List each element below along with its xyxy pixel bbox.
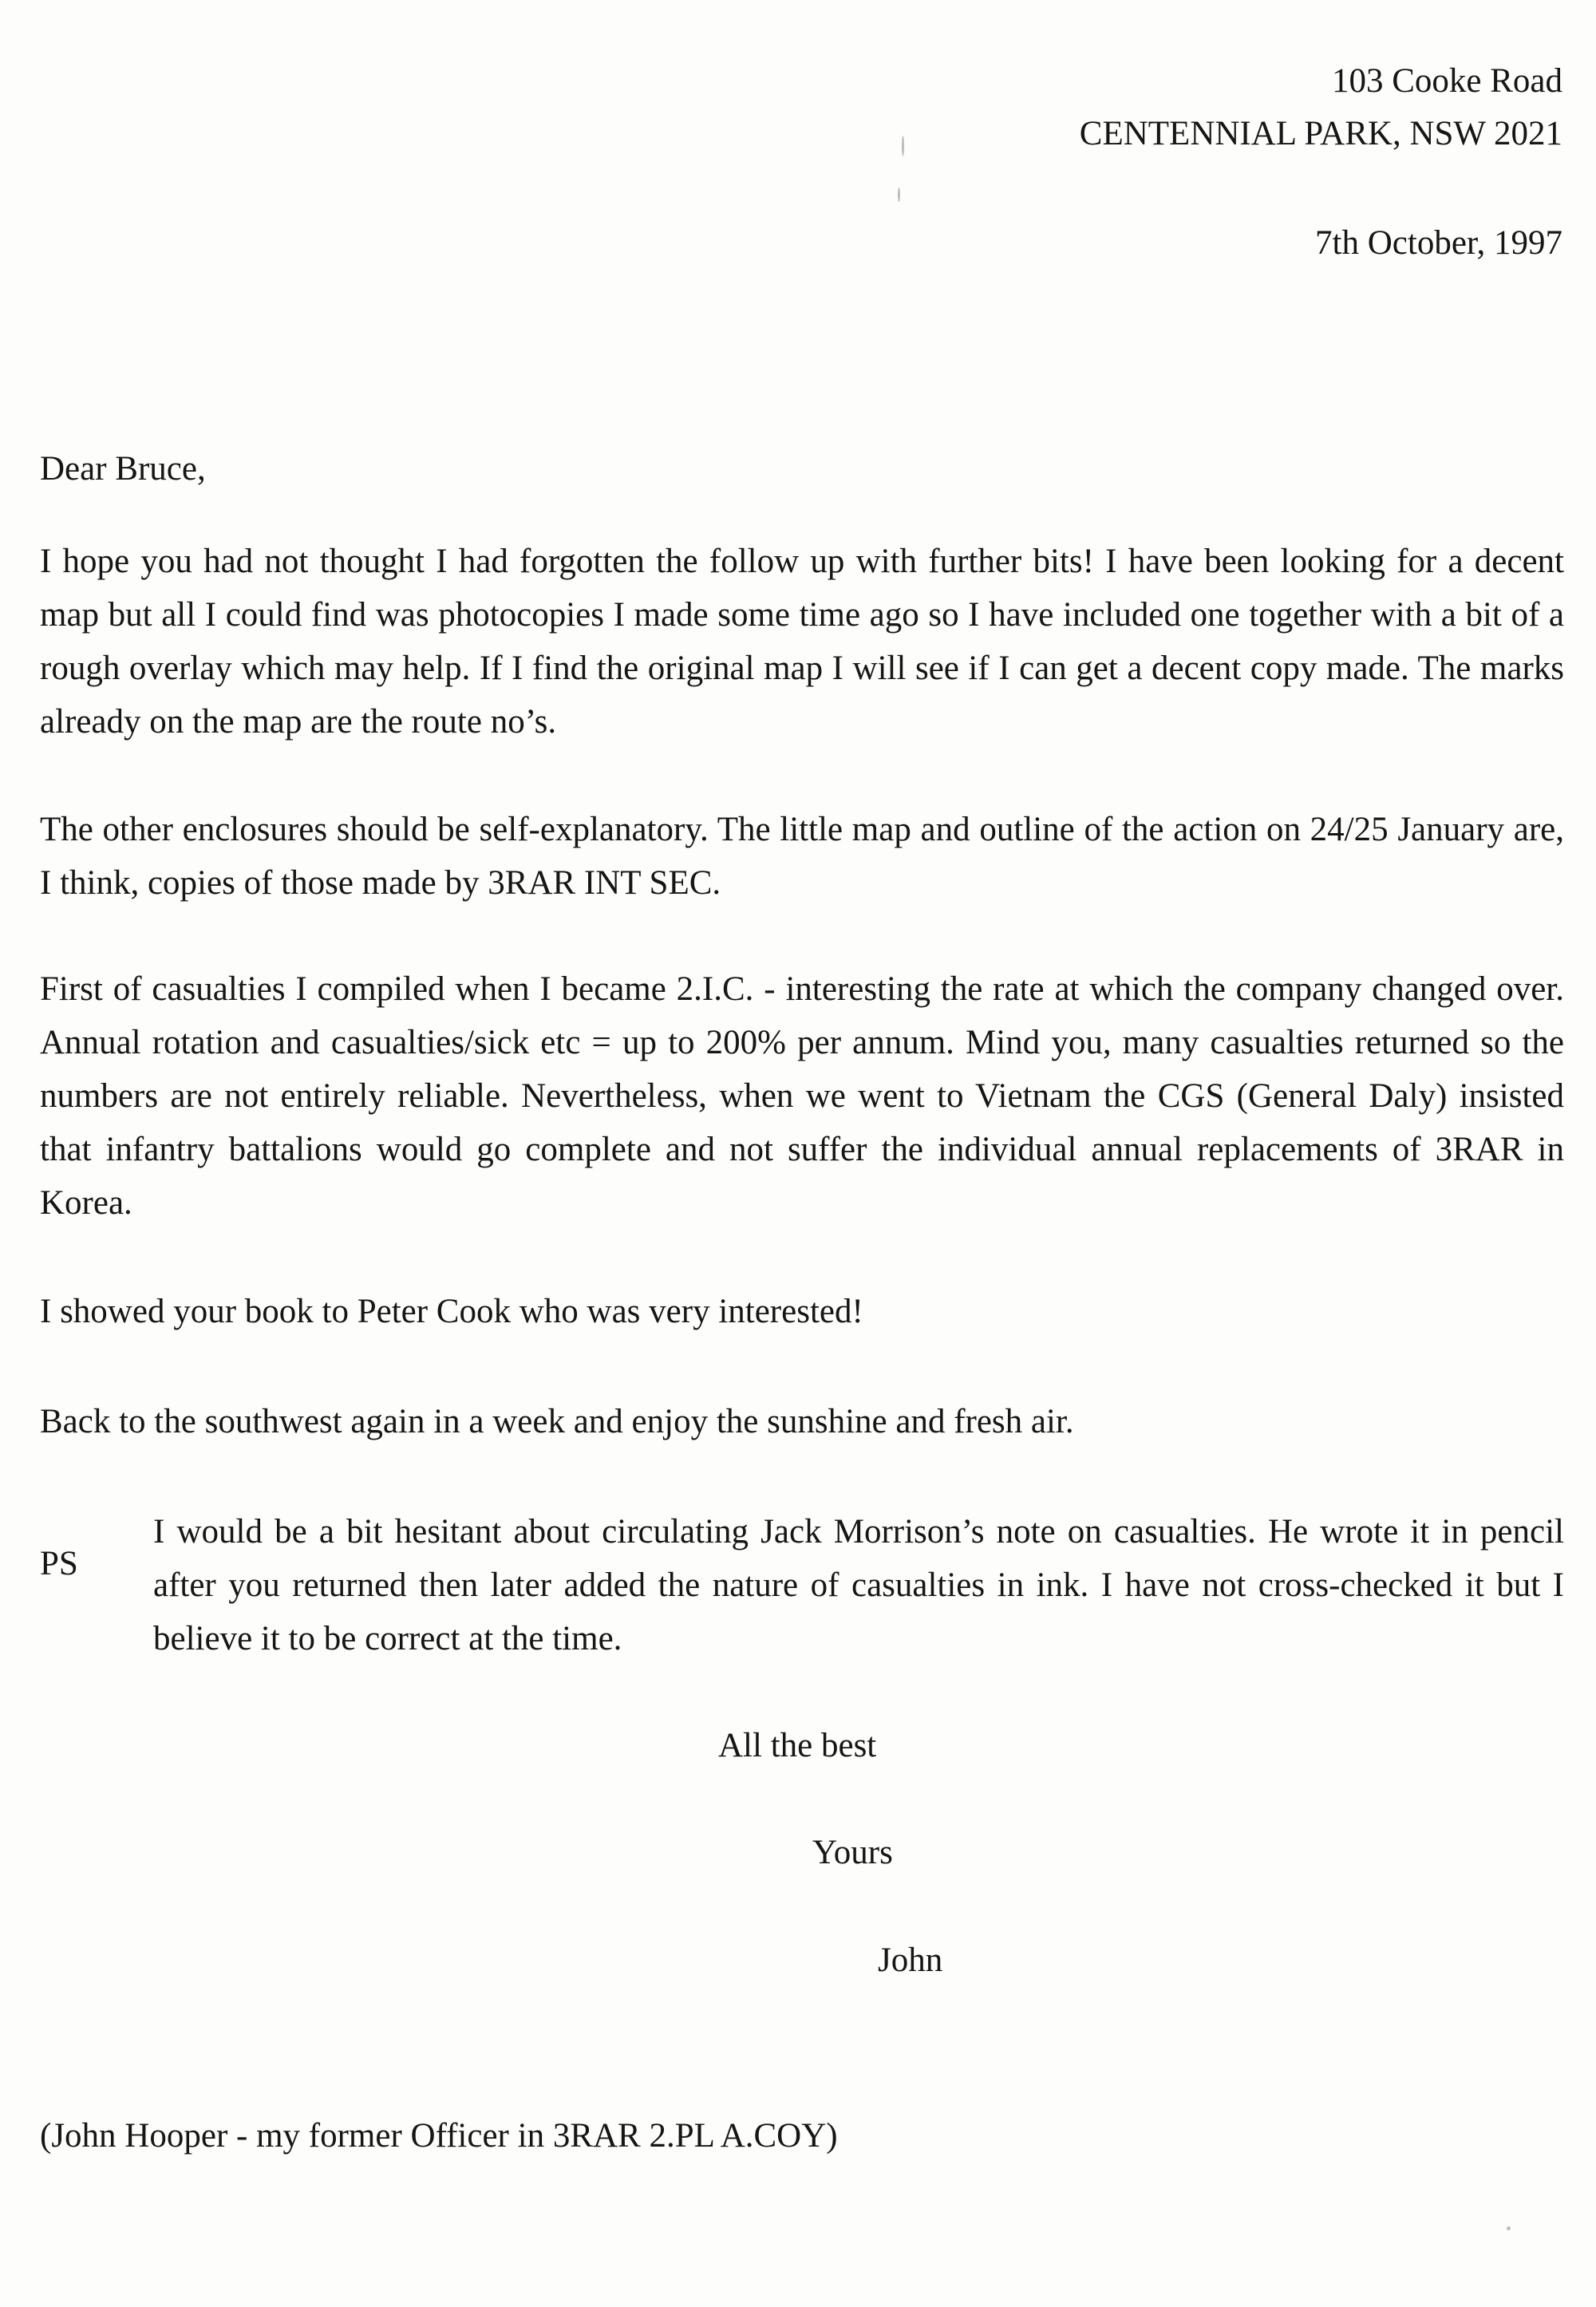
scan-mark (902, 136, 904, 156)
paragraph-5: Back to the southwest again in a week and enjoy the sunshine and fresh air. (40, 1403, 1074, 1440)
address-street: 103 Cooke Road (1331, 62, 1562, 100)
letter-date: 7th October, 1997 (1315, 224, 1562, 262)
address-suburb: CENTENNIAL PARK, NSW 2021 (1079, 115, 1562, 152)
closing-line: All the best (718, 1727, 877, 1764)
postscript-label: PS (40, 1545, 78, 1582)
scan-mark (1507, 2226, 1511, 2230)
scan-mark (898, 188, 900, 202)
footnote: (John Hooper - my former Officer in 3RAR 2.PL A.COY) (40, 2117, 838, 2155)
paragraph-3: First of casualties I compiled when I became 2.I.C. - interesting the rate at which the company changed over. Annual rotation and casualties/sick etc = up to 200% per annum. Mind you, many casualties returned so the numbers are not entirely reliable. Nevertheless, when we went to Vietnam the CGS (General Daly) insisted that infantry battalions would go complete and not suffer the individual annual replacements of 3RAR in Korea. (40, 970, 1564, 1222)
paragraph-4: I showed your book to Peter Cook who was very interested! (40, 1293, 863, 1330)
paragraph-1: I hope you had not thought I had forgotten the follow up with further bits! I have been looking for a decent map but all I could find was photocopies I made some time ago so I have included one together with a bit of a rough overlay which may help. If I find the original map I will see if I can get a decent copy made. The marks already on the map are the route no’s. (40, 543, 1564, 741)
closing-yours: Yours (812, 1834, 893, 1871)
signature-name: John (878, 1942, 943, 1979)
postscript-text: I would be a bit hesitant about circulating Jack Morrison’s note on casualties. He wrote it in pencil after you returned then later added the nature of casualties in ink. I have not cross-checked it but I believe it to be correct at the time. (153, 1513, 1564, 1657)
salutation: Dear Bruce, (40, 450, 206, 488)
paragraph-2: The other enclosures should be self-explanatory. The little map and outline of the action on 24/25 January are, I think, copies of those made by 3RAR INT SEC. (40, 811, 1564, 902)
